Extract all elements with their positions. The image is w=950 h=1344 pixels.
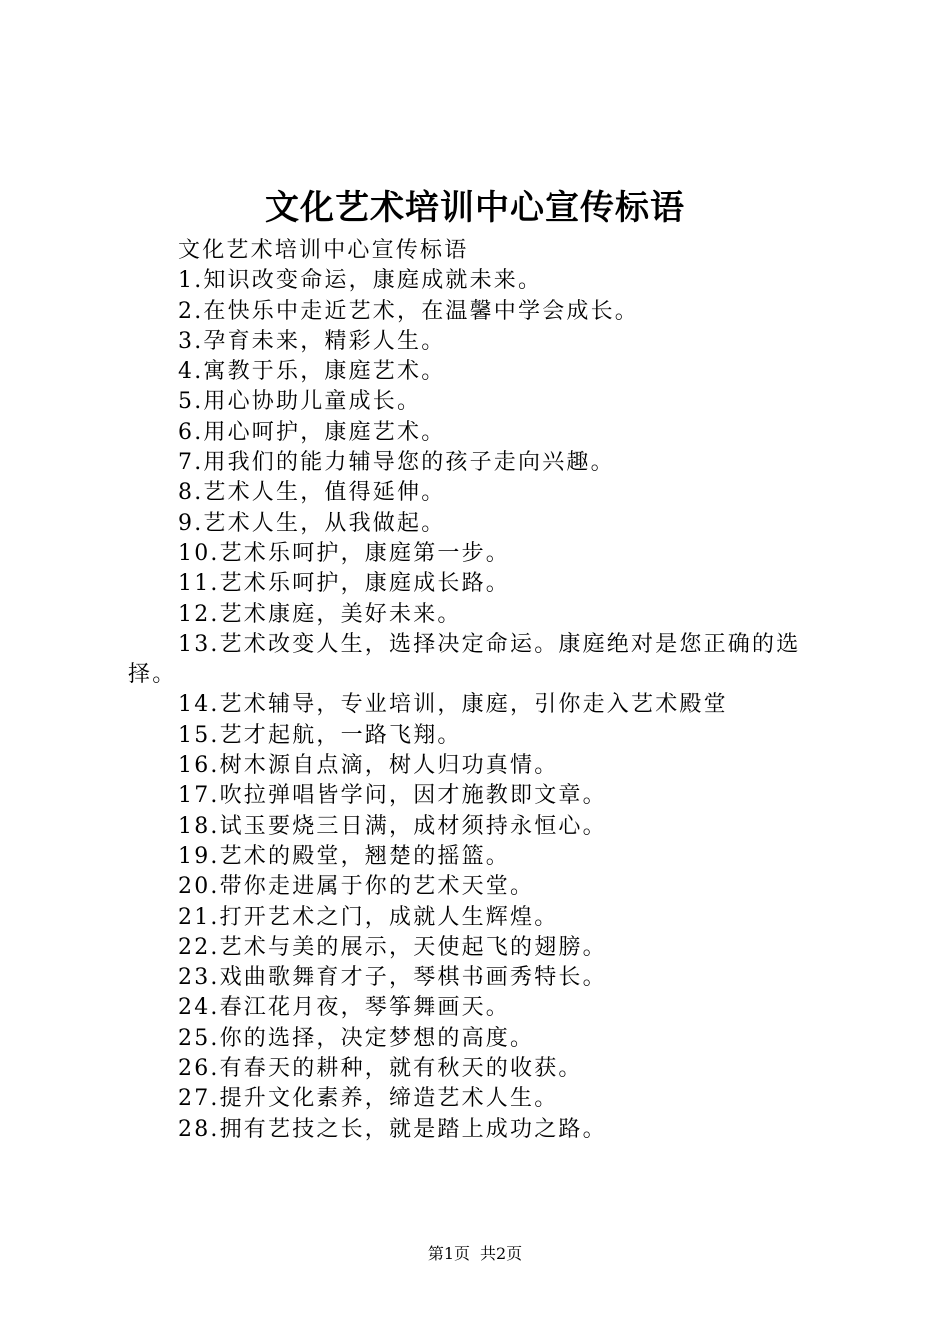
slogan-item: 4.寓教于乐，康庭艺术。	[178, 359, 446, 385]
page-footer	[0, 1243, 950, 1265]
slogan-item: 17.吹拉弹唱皆学问，因才施教即文章。	[178, 783, 607, 809]
slogan-item: 16.树木源自点滴，树人归功真情。	[178, 753, 559, 779]
slogan-item: 25.你的选择，决定梦想的高度。	[178, 1025, 535, 1051]
slogan-item: 7.用我们的能力辅导您的孩子走向兴趣。	[178, 450, 615, 476]
slogan-item: 10.艺术乐呵护，康庭第一步。	[178, 540, 510, 566]
slogan-item: 18.试玉要烧三日满，成材须持永恒心。	[178, 813, 607, 839]
slogan-item: 2.在快乐中走近艺术，在温馨中学会成长。	[178, 298, 639, 324]
document-body	[128, 236, 838, 1145]
slogan-item: 14.艺术辅导，专业培训，康庭，引你走入艺术殿堂	[178, 692, 728, 718]
slogan-item: 3.孕育未来，精彩人生。	[178, 328, 446, 354]
slogan-item: 23.戏曲歌舞育才子，琴棋书画秀特长。	[178, 965, 607, 991]
slogan-item: 19.艺术的殿堂，翘楚的摇篮。	[178, 843, 510, 869]
slogan-item: 20.带你走进属于你的艺术天堂。	[178, 874, 535, 900]
slogan-item: 27.提升文化素养，缔造艺术人生。	[178, 1086, 559, 1112]
slogan-item: 22.艺术与美的展示，天使起飞的翅膀。	[178, 934, 607, 960]
slogan-item: 28.拥有艺技之长，就是踏上成功之路。	[178, 1116, 607, 1142]
slogan-item: 1.知识改变命运，康庭成就未来。	[178, 268, 543, 294]
slogan-item: 15.艺才起航，一路飞翔。	[178, 722, 462, 748]
slogan-item: 11.艺术乐呵护，康庭成长路。	[178, 571, 510, 597]
document-title: 文化艺术培训中心宣传标语	[265, 188, 685, 228]
paragraph: 文化艺术培训中心宣传标语	[178, 238, 469, 263]
page-number-current: 第1页	[427, 1244, 470, 1263]
slogan-item: 24.春江花月夜，琴筝舞画天。	[178, 995, 510, 1021]
slogan-item: 26.有春天的耕种，就有秋天的收获。	[178, 1056, 583, 1082]
slogan-item: 5.用心协助儿童成长。	[178, 389, 422, 415]
slogan-item: 8.艺术人生，值得延伸。	[178, 480, 446, 506]
slogan-item: 21.打开艺术之门，成就人生辉煌。	[178, 904, 559, 930]
page-number-total: 共2页	[480, 1244, 523, 1263]
slogan-item: 12.艺术康庭，美好未来。	[178, 601, 462, 627]
slogan-item: 9.艺术人生，从我做起。	[178, 510, 446, 536]
slogan-item: 13.艺术改变人生，选择决定命运。康庭绝对是您正确的选择。	[128, 631, 801, 688]
slogan-item: 6.用心呵护，康庭艺术。	[178, 419, 446, 445]
